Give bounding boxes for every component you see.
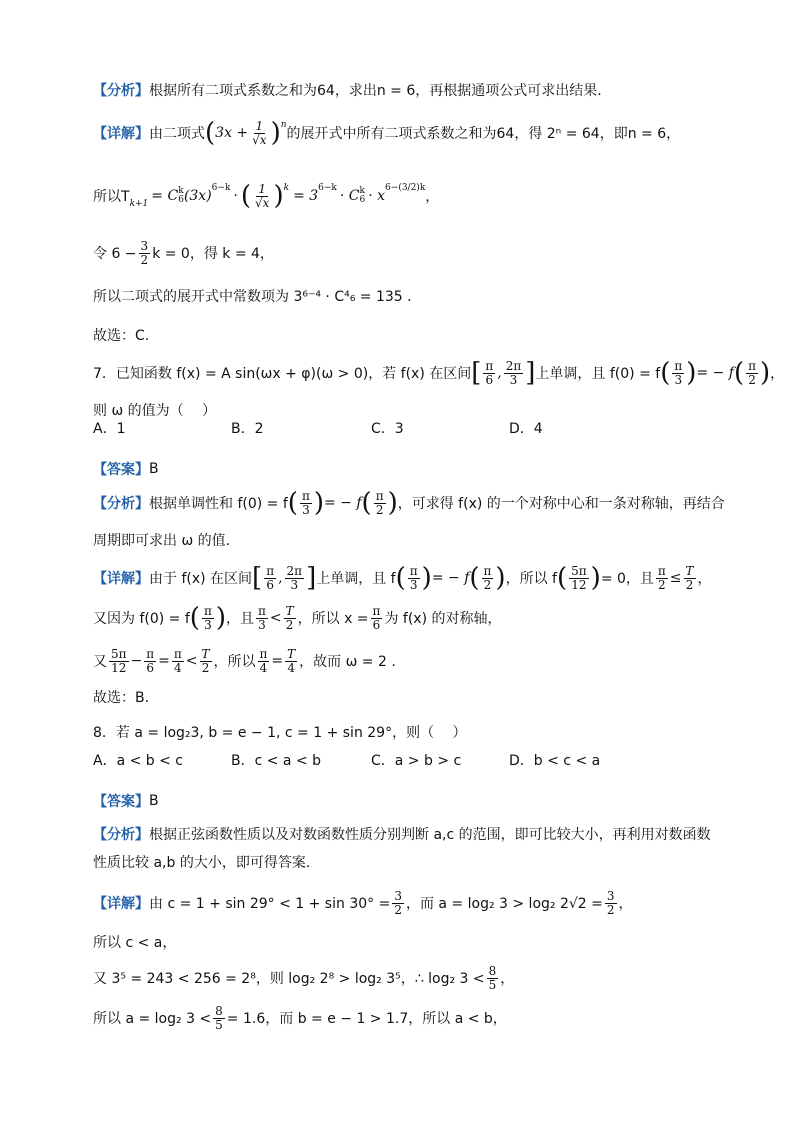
paren-right: ) <box>760 358 771 389</box>
q7-d1-e: = 0，且 <box>600 571 654 588</box>
paren-right: ) <box>270 118 281 149</box>
q7-d3-f4 <box>200 648 212 674</box>
analysis-tag: 【分析】 <box>93 827 149 843</box>
frac-num: π <box>674 359 683 373</box>
frac-num: 8 <box>215 1004 223 1018</box>
frac-den: 2 <box>285 617 294 632</box>
q7-d3-f2 <box>144 648 156 674</box>
paren-left: ( <box>660 358 671 389</box>
frac-den: 3 <box>509 372 518 387</box>
q7-option-c: C．3 <box>371 421 404 437</box>
q8-detail-line-2 <box>93 932 176 952</box>
frac-num: π <box>173 647 182 661</box>
q8-d1-c: ， <box>618 896 633 913</box>
detail-tag: 【详解】 <box>93 896 149 913</box>
q7-d2-f3 <box>284 605 296 631</box>
frac-den: 2 <box>483 577 492 592</box>
q7-answer: B <box>149 461 159 477</box>
frac-den: √x <box>252 132 267 147</box>
bracket-right: ] <box>306 563 317 594</box>
q8-analysis-line1: 根据正弦函数性质以及对数函数性质分别判断 a,c 的范围，即可比较大小，再利用对数函数 <box>149 827 711 843</box>
frac-den: 2 <box>201 660 210 675</box>
paren-left: ( <box>361 488 372 519</box>
q8-option-b: B．c < a < b <box>231 753 322 769</box>
q7-analysis-line-2 <box>93 530 230 550</box>
q8-d3-f <box>487 965 499 991</box>
frac-den: 3 <box>409 577 418 592</box>
frac-den: 4 <box>174 660 182 675</box>
q7-d1-f1 <box>408 565 420 591</box>
q8-d1-f2 <box>605 890 617 916</box>
detail-tag: 【详解】 <box>93 126 149 143</box>
q8-answer-line <box>93 791 159 811</box>
q6-const: 所以二项式的展开式中常数项为 3⁶⁻⁴ · C⁴₆ = 135 . <box>93 289 412 305</box>
tk-rhs3: · x <box>368 188 386 205</box>
q7-d1-b: 上单调，且 f <box>316 571 396 588</box>
tk-sub: k+1 <box>129 199 149 210</box>
frac-den: √x <box>255 195 270 210</box>
frac-num: π <box>203 604 212 618</box>
q6-choose-line <box>93 325 149 345</box>
q8-analysis-line-1 <box>93 824 711 844</box>
frac-den: 5 <box>215 1017 223 1032</box>
q7-option-d: D．4 <box>509 421 543 437</box>
let-pre: 令 6 − <box>93 246 137 263</box>
q8-detail-line-1 <box>93 890 633 916</box>
frac-den: 6 <box>266 577 274 592</box>
tk-rhs2-sup: k <box>359 186 365 197</box>
q7-d1-f5 <box>684 565 696 591</box>
paren-left: ( <box>556 563 568 594</box>
frac-num: 5π <box>571 564 587 578</box>
frac-den: 6 <box>485 372 494 387</box>
q8-d2: 所以 c < a， <box>93 935 177 951</box>
frac-num: π <box>485 359 494 373</box>
q8-d3-a: 又 3⁵ = 243 < 256 = 2⁸，则 log₂ 2⁸ > log₂ 3⁵，∴ log₂ 3 < <box>93 971 485 988</box>
paren-right: ) <box>313 488 324 519</box>
q7-stem-b: 上单调，且 f(0) = f <box>535 366 661 383</box>
q7-stem-d: ， <box>770 366 785 383</box>
frac-num: T <box>685 564 694 578</box>
analysis-tag: 【分析】 <box>93 83 149 99</box>
q7-int-a <box>483 360 495 386</box>
q7-a-f2 <box>374 490 386 516</box>
q7-d3-a: 又 <box>93 654 107 671</box>
q7-d1-f: ≤ <box>669 570 682 587</box>
q7-d1-f2 <box>482 565 494 591</box>
frac-den: 3 <box>302 502 310 517</box>
frac-num: T <box>287 647 296 661</box>
q7-d2-e: 为 f(x) 的对称轴， <box>384 611 502 628</box>
tk-rhs2-sub: 6 <box>359 195 366 206</box>
q7-choose-line <box>93 687 149 707</box>
q7-f2 <box>746 360 758 386</box>
q7-choose: 故选：B. <box>93 690 150 706</box>
q7-d3-f1 <box>109 648 129 674</box>
frac-num: π <box>266 564 275 578</box>
q7-d2-c: < <box>269 610 282 627</box>
tk-rhs: = 3 <box>293 188 319 205</box>
q7-d3-c: = <box>158 653 170 670</box>
q7-analysis-b: = − f <box>323 495 362 512</box>
frac-den: 2 <box>658 577 666 592</box>
paren-right: ) <box>495 563 506 594</box>
q6-let-line <box>93 240 274 266</box>
frac-den: 4 <box>259 660 268 675</box>
frac-num: π <box>375 489 384 503</box>
q7-d1-f4 <box>656 565 668 591</box>
frac-den: 6 <box>372 617 381 632</box>
q7-detail-line-1 <box>93 563 712 594</box>
q8-stem-line <box>93 722 467 742</box>
frac-num: 2π <box>505 359 522 373</box>
q7-d1-i2 <box>285 565 305 591</box>
tk-rhs3-sup: 6−(3/2)k <box>385 183 426 193</box>
detail-tag: 【详解】 <box>93 571 149 588</box>
let-frac <box>139 240 151 266</box>
frac-den: 12 <box>571 577 587 592</box>
bracket-left: [ <box>252 563 263 594</box>
q7-d3-g: ，故而 ω = 2 . <box>299 654 396 671</box>
frac-num: 3 <box>606 889 615 903</box>
q7-d3-b: − <box>130 653 143 670</box>
q7-stem-line-2 <box>93 400 216 420</box>
frac-num: T <box>201 647 210 661</box>
frac-den: 3 <box>290 577 299 592</box>
frac-den: 2 <box>606 902 615 917</box>
q7-stem-c: = − f <box>696 365 734 382</box>
q7-d1-a: 由于 f(x) 在区间 <box>149 571 253 588</box>
q7-d3-e: ，所以 <box>213 654 256 671</box>
q7-d2-f2 <box>256 605 268 631</box>
paren-right: ) <box>273 181 284 212</box>
paren-right: ) <box>686 358 697 389</box>
q8-d1-a: 由 c = 1 + sin 29° < 1 + sin 30° = <box>149 896 391 913</box>
q7-int-b <box>504 360 524 386</box>
paren-left: ( <box>240 181 252 212</box>
q8-option-c: C．a > b > c <box>371 753 462 769</box>
frac-num: π <box>257 604 266 618</box>
q8-d4-f <box>213 1005 225 1031</box>
tk-end: ， <box>425 189 440 206</box>
frac-den: 6 <box>146 660 155 675</box>
paren-left: ( <box>469 563 480 594</box>
q7-option-b: B．2 <box>231 421 264 437</box>
q7-d3-f3 <box>172 648 184 674</box>
q7-analysis-line2: 周期即可求出 ω 的值. <box>93 533 231 549</box>
frac-num: π <box>301 489 310 503</box>
q7-d1-d: ，所以 f <box>505 571 557 588</box>
q8-detail-line-4 <box>93 1005 507 1031</box>
frac-num: 3 <box>140 239 149 253</box>
answer-tag: 【答案】 <box>93 462 149 478</box>
q7-d1-g: ， <box>697 571 712 588</box>
frac-den: 12 <box>111 660 127 675</box>
q7-d2-f4 <box>371 605 383 631</box>
frac-den: 3 <box>674 372 683 387</box>
q8-option-d: D．b < c < a <box>509 753 601 769</box>
frac-num: 8 <box>488 964 497 978</box>
paren-left: ( <box>287 488 298 519</box>
q8-d1-b: ，而 a = log₂ 3 > log₂ 2√2 = <box>405 896 603 913</box>
frac-num: π <box>409 564 418 578</box>
q6-detail-post: 的展开式中所有二项式系数之和为64，得 2ⁿ = 64，即n = 6， <box>286 126 681 143</box>
frac-den: 5 <box>488 977 497 992</box>
frac-den: 2 <box>140 252 149 267</box>
frac-num: T <box>285 604 294 618</box>
q8-answer: B <box>149 793 159 809</box>
tk-c-sub: 6 <box>178 195 184 206</box>
q7-detail-line-2 <box>93 603 502 634</box>
paren-left: ( <box>733 358 745 389</box>
q7-analysis-a: 根据单调性和 f(0) = f <box>149 496 288 513</box>
tk-dot: · <box>233 188 238 205</box>
q7-d2-f1 <box>202 605 214 631</box>
frac-num: π <box>259 647 268 661</box>
q7-f1 <box>672 360 684 386</box>
q6-analysis-text: 根据所有二项式系数之和为64，求出n = 6，再根据通项公式可求出结果. <box>149 83 602 99</box>
paren-left: ( <box>395 563 406 594</box>
frac-num: 1 <box>258 182 267 196</box>
q7-answer-line <box>93 459 159 479</box>
q7-d2-d: ，所以 x = <box>297 611 369 628</box>
q7-stem-line2: 则 ω 的值为（ ） <box>93 403 217 419</box>
q6-detail-pre: 由二项式 <box>149 126 205 143</box>
q7-option-a: A．1 <box>93 421 126 437</box>
q7-stem-a: 7．已知函数 f(x) = A sin(ωx + φ)(ω > 0)，若 f(x) 在区间 <box>93 366 472 383</box>
frac-den: 2 <box>685 577 694 592</box>
comma: , <box>497 365 502 382</box>
q6-frac <box>250 120 268 146</box>
frac-num: 3 <box>394 889 402 903</box>
bracket-right: ] <box>525 358 536 389</box>
q7-stem-line-1 <box>93 358 785 389</box>
frac-den: 4 <box>287 660 295 675</box>
tk-frac-sup: k <box>283 183 290 193</box>
paren-left: ( <box>189 603 200 634</box>
paren-right: ) <box>387 488 398 519</box>
frac-den: 3 <box>258 617 266 632</box>
tk-eq: = C <box>151 188 179 205</box>
tk-mid: (3x) <box>183 188 212 205</box>
tk-rhs-sup: 6−k <box>318 183 337 193</box>
frac-den: 2 <box>748 372 756 387</box>
answer-tag: 【答案】 <box>93 794 149 810</box>
tk-frac <box>253 183 271 209</box>
q8-d4-a: 所以 a = log₂ 3 < <box>93 1011 212 1028</box>
frac-num: π <box>748 359 756 373</box>
frac-num: π <box>372 604 381 618</box>
tk-rhs2-scripts <box>360 187 366 205</box>
q8-analysis-line-2 <box>93 852 310 872</box>
bracket-left: [ <box>471 358 482 389</box>
let-post: k = 0，得 k = 4， <box>152 246 274 263</box>
q7-analysis-line-1 <box>93 488 725 519</box>
q7-d1-i1 <box>264 565 276 591</box>
q7-analysis-c: ，可求得 f(x) 的一个对称中心和一条对称轴，再结合 <box>397 496 725 513</box>
q7-d2-a: 又因为 f(0) = f <box>93 611 190 628</box>
frac-den: 2 <box>375 502 384 517</box>
q6-tk-line <box>93 181 440 212</box>
q7-d3-f6 <box>285 648 297 674</box>
q8-option-a: A．a < b < c <box>93 753 184 769</box>
paren-right: ) <box>215 603 226 634</box>
q6-const-line <box>93 286 412 306</box>
q6-analysis-line <box>93 80 602 100</box>
analysis-tag: 【分析】 <box>93 496 149 513</box>
q7-d3-d: < <box>185 653 198 670</box>
q8-analysis-line2: 性质比较 a,b 的大小，即可得答案. <box>93 855 311 871</box>
frac-num: π <box>483 564 492 578</box>
q7-d3-f5 <box>258 648 270 674</box>
q6-choose: 故选：C. <box>93 328 150 344</box>
frac-num: π <box>146 647 155 661</box>
q6-expr: 3x + <box>215 125 249 142</box>
frac-den: 2 <box>394 902 402 917</box>
frac-num: π <box>657 564 666 578</box>
tk-c-sup: k <box>178 186 184 197</box>
q7-d1-c: = − f <box>431 570 470 587</box>
q7-detail-line-3 <box>93 648 396 674</box>
tk-mid-sup: 6−k <box>211 183 231 193</box>
q7-a-f1 <box>300 490 312 516</box>
q7-d2-b: ，且 <box>225 611 254 628</box>
frac-num: 5π <box>111 647 127 661</box>
frac-num: 2π <box>286 564 303 578</box>
frac-num: 1 <box>255 119 264 133</box>
tk-pre: 所以T <box>93 189 130 206</box>
q6-detail-line-1 <box>93 118 681 149</box>
q6-exp: n <box>280 120 287 130</box>
q8-d1-f1 <box>392 890 404 916</box>
q8-detail-line-3 <box>93 965 514 991</box>
q7-d1-f3 <box>569 565 589 591</box>
frac-den: 3 <box>204 617 212 632</box>
paren-right: ) <box>421 563 432 594</box>
paren-left: ( <box>205 118 216 149</box>
q7-d3-f: = <box>271 653 284 670</box>
q8-stem: 8．若 a = log₂3, b = e − 1, c = 1 + sin 29°，则（ ） <box>93 725 467 741</box>
comma: , <box>278 570 283 587</box>
q8-d3-b: ， <box>500 971 515 988</box>
tk-rhs2: · C <box>339 188 360 205</box>
q8-d4-b: = 1.6，而 b = e − 1 > 1.7，所以 a < b， <box>226 1011 507 1028</box>
paren-right: ) <box>590 563 601 594</box>
